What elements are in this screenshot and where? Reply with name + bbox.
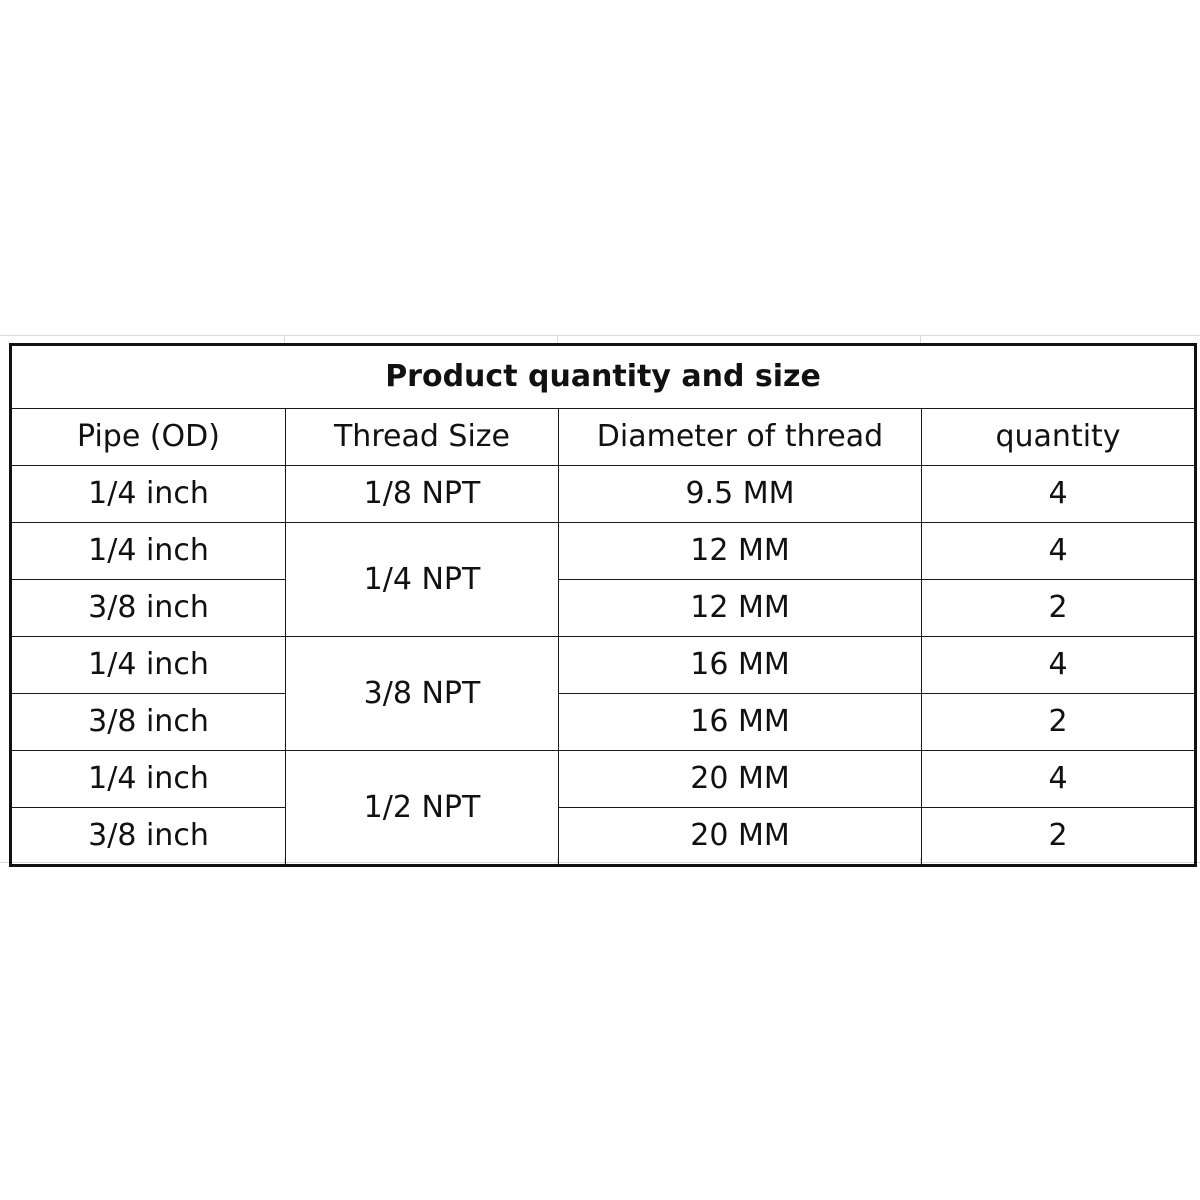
- gridline: [920, 335, 921, 343]
- table-row: [11, 637, 1196, 694]
- cell-quantity: 2: [922, 694, 1196, 751]
- cell-thread-size: 1/8 NPT: [286, 466, 559, 523]
- cell-pipe: 1/4 inch: [11, 466, 286, 523]
- cell-thread-size: 1/4 NPT: [286, 523, 559, 637]
- header-thread-size: Thread Size: [286, 409, 559, 466]
- table-row: [11, 694, 1196, 751]
- table-row: [11, 808, 1196, 866]
- cell-thread-size: 1/2 NPT: [286, 751, 559, 866]
- header-diameter-of-thread: Diameter of thread: [559, 409, 922, 466]
- cell-diameter: 20 MM: [559, 808, 922, 866]
- cell-quantity: 2: [922, 808, 1196, 866]
- table-row: [11, 523, 1196, 580]
- cell-diameter: 16 MM: [559, 694, 922, 751]
- gridline: [0, 335, 1200, 336]
- cell-pipe: 3/8 inch: [11, 694, 286, 751]
- cell-diameter: 12 MM: [559, 580, 922, 637]
- table-title-row: [11, 345, 1196, 409]
- cell-quantity: 4: [922, 637, 1196, 694]
- header-quantity: quantity: [922, 409, 1196, 466]
- cell-thread-size: 3/8 NPT: [286, 637, 559, 751]
- cell-pipe: 3/8 inch: [11, 580, 286, 637]
- cell-diameter: 16 MM: [559, 637, 922, 694]
- cell-pipe: 3/8 inch: [11, 808, 286, 866]
- table-row: [11, 751, 1196, 808]
- cell-quantity: 4: [922, 523, 1196, 580]
- cell-diameter: 12 MM: [559, 523, 922, 580]
- product-size-table: [9, 343, 1197, 867]
- cell-quantity: 4: [922, 466, 1196, 523]
- cell-pipe: 1/4 inch: [11, 751, 286, 808]
- cell-quantity: 2: [922, 580, 1196, 637]
- gridline: [557, 335, 558, 343]
- cell-quantity: 4: [922, 751, 1196, 808]
- table-row: [11, 466, 1196, 523]
- cell-pipe: 1/4 inch: [11, 523, 286, 580]
- cell-diameter: 9.5 MM: [559, 466, 922, 523]
- table-row: [11, 580, 1196, 637]
- header-pipe-od: Pipe (OD): [11, 409, 286, 466]
- cell-diameter: 20 MM: [559, 751, 922, 808]
- gridline: [284, 335, 285, 343]
- cell-pipe: 1/4 inch: [11, 637, 286, 694]
- table-title: Product quantity and size: [11, 345, 1196, 409]
- table-header-row: [11, 409, 1196, 466]
